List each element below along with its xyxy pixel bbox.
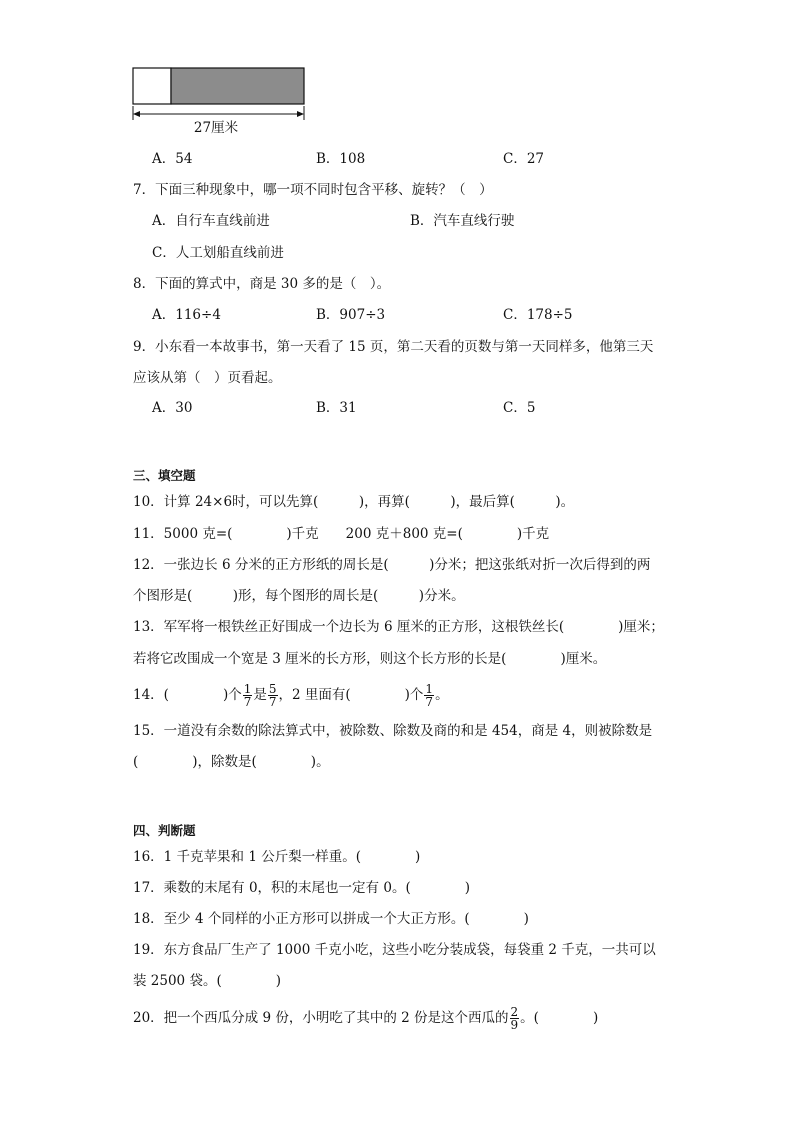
q6-option-b: B．108 (316, 151, 366, 167)
q9-option-a: A．30 (152, 400, 193, 416)
q7-option-a: A．自行车直线前进 (152, 213, 270, 229)
q15-line1: 15．一道没有余数的除法算式中，被除数、除数及商的和是 454，商是 4，则被除数是 (133, 723, 653, 739)
q9-line1: 9．小东看一本故事书，第一天看了 15 页，第二天看的页数与第一天同样多，他第三天 (133, 339, 654, 355)
q20-part2: 。( ) (520, 1010, 599, 1026)
q14-fraction-2 (268, 683, 278, 708)
q6-option-a: A．54 (152, 151, 193, 167)
q14-part2: 是 (253, 687, 267, 703)
section4-title: 四、判断题 (133, 823, 196, 838)
q13-line1: 13．军军将一根铁丝正好围成一个边长为 6 厘米的正方形，这根铁丝长( )厘米； (133, 619, 664, 635)
q7-text: 7．下面三种现象中，哪一项不同时包含平移、旋转？（ ） (133, 182, 493, 198)
q7-option-c: C．人工划船直线前进 (152, 245, 284, 261)
q7-option-b: B．汽车直线行驶 (410, 213, 515, 229)
arrow-head-left (133, 111, 140, 117)
q13-line2: 若将它改围成一个宽是 3 厘米的长方形，则这个长方形的长是( )厘米。 (133, 651, 607, 667)
q18-text: 18．至少 4 个同样的小正方形可以拼成一个大正方形。( ) (133, 911, 529, 927)
q14-text (133, 680, 449, 710)
q15-line2: ( )，除数是( )。 (133, 754, 330, 770)
q8-text: 8．下面的算式中，商是 30 多的是（ ）。 (133, 276, 391, 292)
q14-fraction-1 (243, 683, 253, 708)
q9-option-b: B．31 (316, 400, 357, 416)
q19-line1: 19．东方食品厂生产了 1000 千克小吃，这些小吃分装成袋，每袋重 2 千克，一共可以 (133, 942, 656, 958)
bar-grey-part (171, 68, 304, 104)
q14-f1-denominator: 7 (243, 695, 252, 709)
q20-part1: 20．把一个西瓜分成 9 份，小明吃了其中的 2 份是这个西瓜的 (133, 1010, 509, 1026)
q8-option-c: C．178÷5 (503, 307, 573, 323)
q8-option-b: B．907÷3 (316, 307, 386, 323)
q14-f2-numerator: 5 (268, 682, 277, 696)
q14-f2-denominator: 7 (268, 695, 277, 709)
q12-line1: 12．一张边长 6 分米的正方形纸的周长是( )分米；把这张纸对折一次后得到的两 (133, 557, 651, 573)
arrow-head-right (297, 111, 304, 117)
bar-figure (132, 66, 312, 140)
q20-text (133, 1003, 598, 1033)
q20-numerator: 2 (510, 1005, 519, 1019)
q8-option-a: A．116÷4 (152, 307, 221, 323)
length-label: 27厘米 (193, 120, 239, 136)
q14-f3-denominator: 7 (425, 695, 434, 709)
q14-f1-numerator: 1 (243, 682, 252, 696)
q9-line2: 应该从第（ ）页看起。 (133, 370, 282, 386)
q20-denominator: 9 (510, 1018, 519, 1032)
q14-part3: ，2 里面有( )个 (278, 687, 424, 703)
q11-text: 11．5000 克=( )千克 200 克＋800 克=( )千克 (133, 526, 550, 542)
section3-title: 三、填空题 (133, 468, 196, 483)
q14-part4: 。 (435, 687, 449, 703)
q6-option-c: C．27 (503, 151, 545, 167)
q10-text: 10．计算 24×6时，可以先算( )，再算( )，最后算( )。 (133, 494, 575, 510)
q17-text: 17．乘数的末尾有 0，积的末尾也一定有 0。( ) (133, 880, 470, 896)
q14-fraction-3 (424, 683, 434, 708)
q14-f3-numerator: 1 (425, 682, 434, 696)
bar-white-part (133, 68, 171, 104)
q9-option-c: C．5 (503, 400, 536, 416)
q12-line2: 个图形是( )形，每个图形的周长是( )分米。 (133, 588, 465, 604)
q14-part1: 14．( )个 (133, 687, 242, 703)
q19-line2: 装 2500 袋。( ) (133, 973, 281, 989)
q16-text: 16．1 千克苹果和 1 公斤梨一样重。( ) (133, 849, 421, 865)
q20-fraction (510, 1006, 520, 1031)
